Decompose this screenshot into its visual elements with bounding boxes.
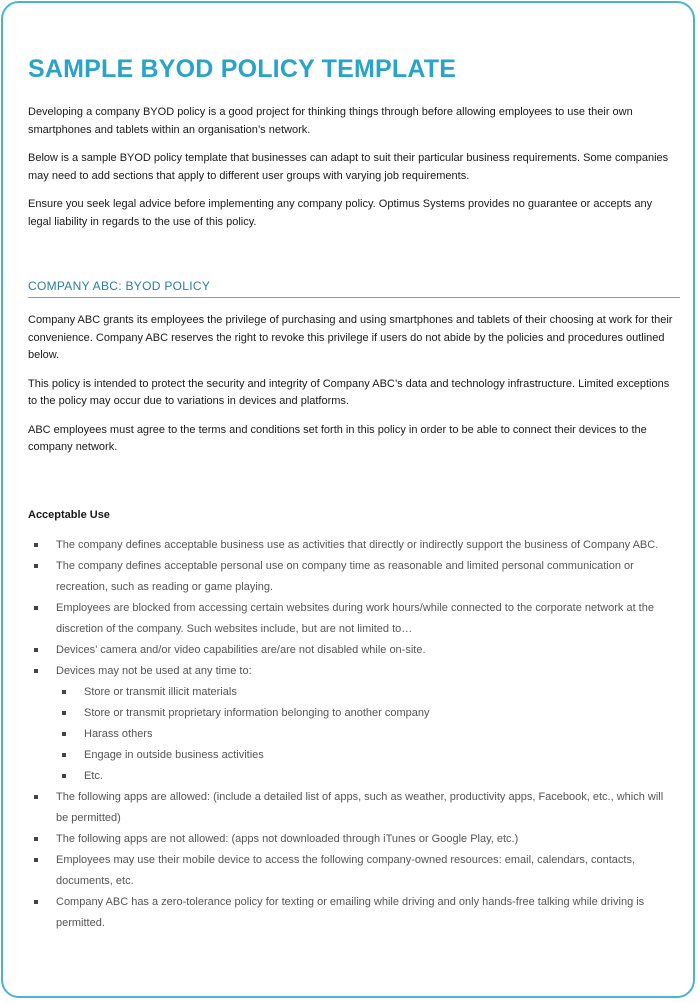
list-item: [28, 535, 674, 556]
bullet-icon: [34, 648, 38, 652]
list-item: [28, 850, 674, 892]
list-item: [28, 640, 674, 661]
intro-paragraph: Ensure you seek legal advice before implementing any company policy. Optimus Systems provides no guarantee or accepts any legal liability in regards to the use of this policy.: [28, 198, 653, 228]
bullet-icon: [62, 690, 66, 694]
bullet-icon: [62, 774, 66, 778]
page-title: SAMPLE BYOD POLICY TEMPLATE: [28, 55, 457, 83]
list-item-text: Employees may use their mobile device to access the following company-owned resources: email, calendars, contacts, documents, etc.: [56, 853, 635, 887]
acceptable-use-list: [28, 535, 674, 934]
intro-paragraph: Developing a company BYOD policy is a good project for thinking things through before allowing employees to use their own smartphones and tablets within an organisation’s network.: [28, 106, 633, 136]
bullet-icon: [34, 837, 38, 841]
section-paragraph: This policy is intended to protect the security and integrity of Company ABC’s data and technology infrastructure. Limited exceptions to the policy may occur due to variations in devices and platforms.: [28, 377, 670, 407]
bullet-icon: [34, 900, 38, 904]
list-item-text: The company defines acceptable personal use on company time as reasonable and limited personal communication or recreation, such as reading or game playing.: [56, 559, 634, 593]
bullet-icon: [34, 858, 38, 862]
bullet-icon: [34, 543, 38, 547]
sub-list-item: [56, 682, 674, 703]
list-item-text: The company defines acceptable business use as activities that directly or indirectly support the business of Company ABC.: [56, 538, 659, 551]
section-paragraph: ABC employees must agree to the terms and conditions set forth in this policy in order to be able to connect their devices to the company network.: [28, 423, 647, 453]
section-paragraph: Company ABC grants its employees the privilege of purchasing and using smartphones and tablets of their choosing at work for their convenience. Company ABC reserves the right to revoke this privilege if users do not abide by the policies and procedures outlined below.: [28, 314, 673, 361]
prohibited-uses-sublist: [56, 682, 674, 787]
list-item: [28, 556, 674, 598]
list-item-text: Company ABC has a zero-tolerance policy for texting or emailing while driving and only hands-free talking while driving is permitted.: [56, 895, 645, 929]
sub-list-item: [56, 703, 674, 724]
list-item: [28, 829, 674, 850]
list-item-text: The following apps are not allowed: (apps not downloaded through iTunes or Google Play, etc.): [56, 832, 519, 845]
list-item: [28, 598, 674, 640]
sub-list-item: [56, 766, 674, 787]
bullet-icon: [34, 669, 38, 673]
section-heading: COMPANY ABC: BYOD POLICY: [28, 279, 680, 298]
intro-paragraph: Below is a sample BYOD policy template that businesses can adapt to suit their particular business requirements. Some companies may need to add sections that apply to different user groups with varying job requirements.: [28, 152, 669, 182]
sub-list-item-text: Store or transmit proprietary information belonging to another company: [84, 706, 430, 719]
list-item-text: Devices’ camera and/or video capabilities are/are not disabled while on-site.: [56, 643, 426, 656]
list-item-text: Employees are blocked from accessing certain websites during work hours/while connected to the corporate network at the discretion of the company. Such websites include, but are not limited to…: [56, 601, 654, 635]
sub-list-item-text: Etc.: [84, 769, 103, 782]
sub-list-item-text: Engage in outside business activities: [84, 748, 264, 761]
sub-list-item-text: Harass others: [84, 727, 153, 740]
sub-list-item: [56, 724, 674, 745]
list-item: [28, 661, 674, 787]
bullet-icon: [34, 606, 38, 610]
bullet-icon: [34, 564, 38, 568]
bullet-icon: [34, 795, 38, 799]
acceptable-use-heading: Acceptable Use: [28, 508, 110, 521]
document-body: [28, 52, 674, 934]
bullet-icon: [62, 711, 66, 715]
bullet-icon: [62, 732, 66, 736]
list-item-text: Devices may not be used at any time to:: [56, 664, 252, 677]
bullet-icon: [62, 753, 66, 757]
sub-list-item: [56, 745, 674, 766]
list-item: [28, 787, 674, 829]
list-item: [28, 892, 674, 934]
list-item-text: The following apps are allowed: (include a detailed list of apps, such as weather, productivity apps, Facebook, etc., which will be permitted): [56, 790, 664, 824]
sub-list-item-text: Store or transmit illicit materials: [84, 685, 237, 698]
